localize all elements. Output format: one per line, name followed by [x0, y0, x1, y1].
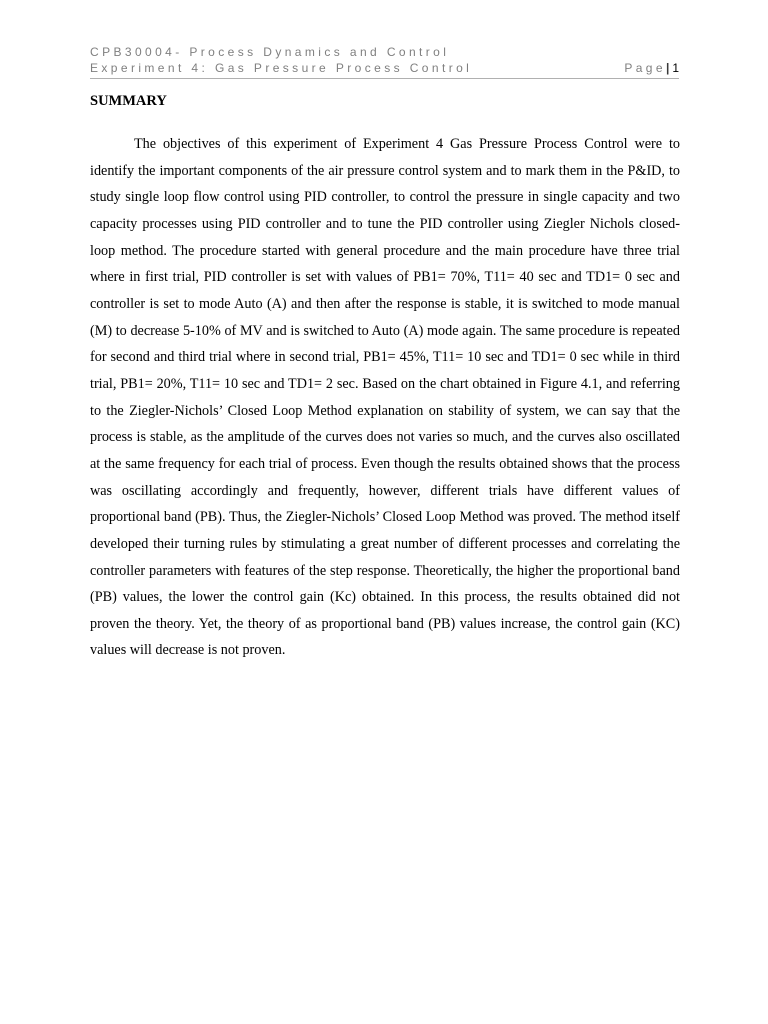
page-number: 1: [672, 61, 679, 75]
summary-heading: SUMMARY: [90, 93, 167, 109]
page-header: [90, 44, 679, 76]
page-label: Page: [624, 61, 666, 75]
experiment-title: Experiment 4: Gas Pressure Process Control: [90, 61, 473, 75]
course-title: CPB30004- Process Dynamics and Control: [90, 45, 450, 59]
summary-paragraph: The objectives of this experiment of Experiment 4 Gas Pressure Process Control were to identify the important components of the air pressure control system and to mark them in the P&ID, to study single loop flow control using PID controller, to control the pressure in single capacity and two capacity processes using PID controller and to tune the PID controller using Ziegler Nichols closed-loop method. The procedure started with general procedure and the main procedure have three trial where in first trial, PID controller is set with values of PB1= 70%, T11= 40 sec and TD1= 0 sec and controller is set to mode Auto (A) and then after the response is stable, it is switched to mode manual (M) to decrease 5-10% of MV and is switched to Auto (A) mode again. The same procedure is repeated for second and third trial where in second trial, PB1= 45%, T11= 10 sec and TD1= 0 sec while in third trial, PB1= 20%, T11= 10 sec and TD1= 2 sec. Based on the chart obtained in Figure 4.1, and referring to the Ziegler-Nichols’ Closed Loop Method explanation on stability of system, we can say that the process is stable, as the amplitude of the curves does not varies so much, and the curves also oscillated at the same frequency for each trial of process. Even though the results obtained shows that the process was oscillating accordingly and frequently, however, different trials have different values of proportional band (PB). Thus, the Ziegler-Nichols’ Closed Loop Method was proved. The method itself developed their turning rules by stimulating a great number of different processes and correlating the controller parameters with features of the step response. Theoretically, the higher the proportional band (PB) values, the lower the control gain (Kc) obtained. In this process, the results obtained did not proven the theory. Yet, the theory of as proportional band (PB) values increase, the control gain (KC) values will decrease is not proven.: [90, 136, 680, 659]
header-rule: [90, 78, 679, 79]
page-separator: |: [665, 61, 670, 75]
experiment-line: [90, 60, 679, 76]
page-number-block: [624, 60, 679, 76]
